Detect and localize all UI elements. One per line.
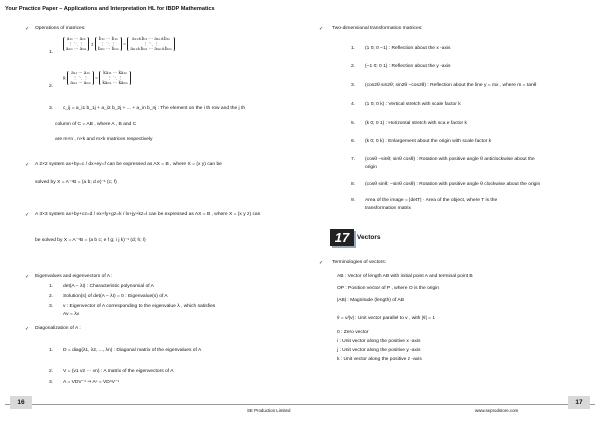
diag3-text: A = VDV⁻¹ ⇒ Aⁿ = VDⁿV⁻¹ [63, 380, 120, 385]
t5-text: (k 0; 0 1) : Horizontal stretch with sca e factor k [365, 121, 467, 126]
footer-website: www.seprodstore.com [475, 408, 519, 413]
op2-scalar: k a₁₁ ⋯ a₁ₙ ⋮ ⋱ ⋮ aₘ₁ ⋯ aₘₙ = ka₁₁ ⋯ ka₁ₙ ⋮ ⋱ ⋮ kaₘ₁ ⋯ kaₘₙ [63, 71, 131, 85]
t7-text: (cosθ −sinθ; sinθ cosθ) : Rotation with positive angle θ anticlockwise about the [365, 157, 535, 162]
op3-cont2: are m×n , n×k and m×k matrices respectively [55, 137, 153, 142]
check-icon: ✓ [25, 162, 30, 168]
t2-text: (−1 0; 0 1) : Reflection about the y -axis [365, 64, 451, 69]
vec-term-5: 0 : Zero vector [337, 330, 369, 335]
t3-number: 3. [351, 83, 356, 88]
diag2-number: 2. [49, 369, 54, 374]
check-icon: ✓ [25, 212, 30, 218]
sys2-text: A 2×2 system ax+by=c / dx+ey=f can be expressed as AX = B , where X = (x y) can be [35, 162, 222, 167]
t7-number: 7. [351, 157, 356, 162]
section-title: Vectors [357, 234, 381, 241]
trans-heading: Two-dimensional transformation matrices: [332, 26, 423, 31]
vec-term-8: k : Unit vector along the positive z -axis [337, 357, 422, 362]
eig3-number: 3. [49, 304, 54, 309]
vec-term-7: j : Unit vector along the positive y -axis [337, 348, 421, 353]
t9-cont: transformation matrix [365, 206, 411, 211]
t2-number: 2. [351, 64, 356, 69]
t6-text: (k 0; 0 k) : Enlargement about the origin with scale factor k [365, 139, 492, 144]
t9-number: 9. [351, 198, 356, 203]
right-column [307, 26, 595, 396]
t1-text: (1 0; 0 −1) : Reflection about the x -axis [365, 46, 451, 51]
diag2-text: V = (v1 v2 ··· vn) : A matrix of the eigenvectors of A [63, 369, 174, 374]
sys3-text: A 3×3 system ax+by+cz=d / ex+fy+gz=k / lx+jy+kz=l can be expressed as AX = B , where X = (x y z) can [35, 212, 261, 217]
sys2-solved: solved by X = A⁻¹B = (a b; d e)⁻¹ (c; f) [35, 180, 117, 185]
diag1-number: 1. [49, 348, 54, 353]
op3-cont: column of C = AB , where A , B and C [55, 122, 137, 127]
t8-number: 8. [351, 182, 356, 187]
left-column [5, 26, 290, 396]
vec-term-2: OP : Position vector of P , where O is the origin [337, 286, 440, 291]
diag-heading: Diagonalization of A : [35, 326, 81, 331]
check-icon: ✓ [319, 260, 324, 266]
eig1-number: 1. [49, 284, 54, 289]
t5-number: 5. [351, 121, 356, 126]
t8-text: (cosθ sinθ; −sinθ cosθ) : Rotation with positive angle θ clockwise about the origin [365, 182, 541, 187]
eig2-text: Solution(s) of det(A − λI) = 0 : Eigenvalue(s) of A [63, 294, 168, 299]
eig3-text: v : Eigenvector of A corresponding to the eigenvalue λ , which satisfies [63, 304, 216, 309]
check-icon: ✓ [25, 26, 30, 32]
eig1-text: det(A − λI) : Characteristic polynomial of A [63, 284, 154, 289]
check-icon: ✓ [25, 274, 30, 280]
vec-term-6: i : Unit vector along the positive x -axis [337, 339, 421, 344]
t4-text: (1 0; 0 k) : Vertical stretch with scale factor k [365, 102, 461, 107]
op2-number: 2. [49, 84, 54, 89]
footer-divider [5, 404, 595, 405]
op1-number: 1. [49, 50, 54, 55]
ops-heading: Operations of matrices: [35, 26, 86, 31]
op3-text: c_ij = a_i1 b_1j + a_i2 b_2j + ... + a_in b_nj : The element on the i th row and the j th [63, 106, 246, 111]
eig2-number: 2. [49, 294, 54, 299]
t4-number: 4. [351, 102, 356, 107]
sys3-solved: be solved by X = A⁻¹B = (a b c; e f g; i j k)⁻¹ (d; h; l) [35, 238, 146, 243]
page-title: Your Practice Paper – Applications and Interpretation HL for IBDP Mathematics [5, 6, 215, 12]
t1-number: 1. [351, 46, 356, 51]
t7-cont: origin [365, 165, 377, 170]
diag1-text: D = diag(λ1, λ2, ..., λn) : Diagonal matrix of the eigenvalues of A [63, 348, 202, 353]
footer-publisher: SE Production Limited [247, 408, 291, 413]
eig-heading: Eigenvalues and eigenvectors of A : [35, 274, 113, 279]
op3-number: 3. [49, 106, 54, 111]
t3-text: (cos2θ sin2θ; sin2θ −cos2θ) : Reflection about the line y = mx , where m = tanθ [365, 83, 537, 88]
check-icon: ✓ [25, 326, 30, 332]
vec-term-4: v̂ = v/|v| : Unit vector parallel to v , with |v̂| = 1 [337, 316, 436, 321]
section-number-badge: 17 [330, 229, 354, 246]
check-icon: ✓ [319, 26, 324, 32]
op1-matrix-sum: a₁₁ ⋯ a₁ₙ ⋮ ⋱ ⋮ aₘ₁ ⋯ aₘₙ ± b₁₁ ⋯ b₁ₙ ⋮ ⋱ ⋮ bₘ₁ ⋯ bₘₙ = a₁₁±b₁₁ ⋯ a₁ₙ±b₁ₙ ⋮ ⋱ ⋮ aₘ₁±bₘ₁ ⋯ aₘₙ±bₘₙ [63, 37, 175, 51]
eig3-equation: Av = λv [63, 312, 80, 317]
t9-text: Area of the image = |detT| · Area of the object, where T is the [365, 198, 498, 203]
vec-term-3: |AB| : Magnitude (length) of AB [337, 298, 404, 303]
page-number-right: 17 [568, 396, 590, 409]
vec-heading: Terminologies of vectors: [332, 260, 387, 265]
diag3-number: 3. [49, 380, 54, 385]
page-number-left: 16 [10, 396, 32, 409]
vec-term-1: AB : Vector of length AB with initial point A and terminal point B [337, 274, 473, 279]
t6-number: 6. [351, 139, 356, 144]
